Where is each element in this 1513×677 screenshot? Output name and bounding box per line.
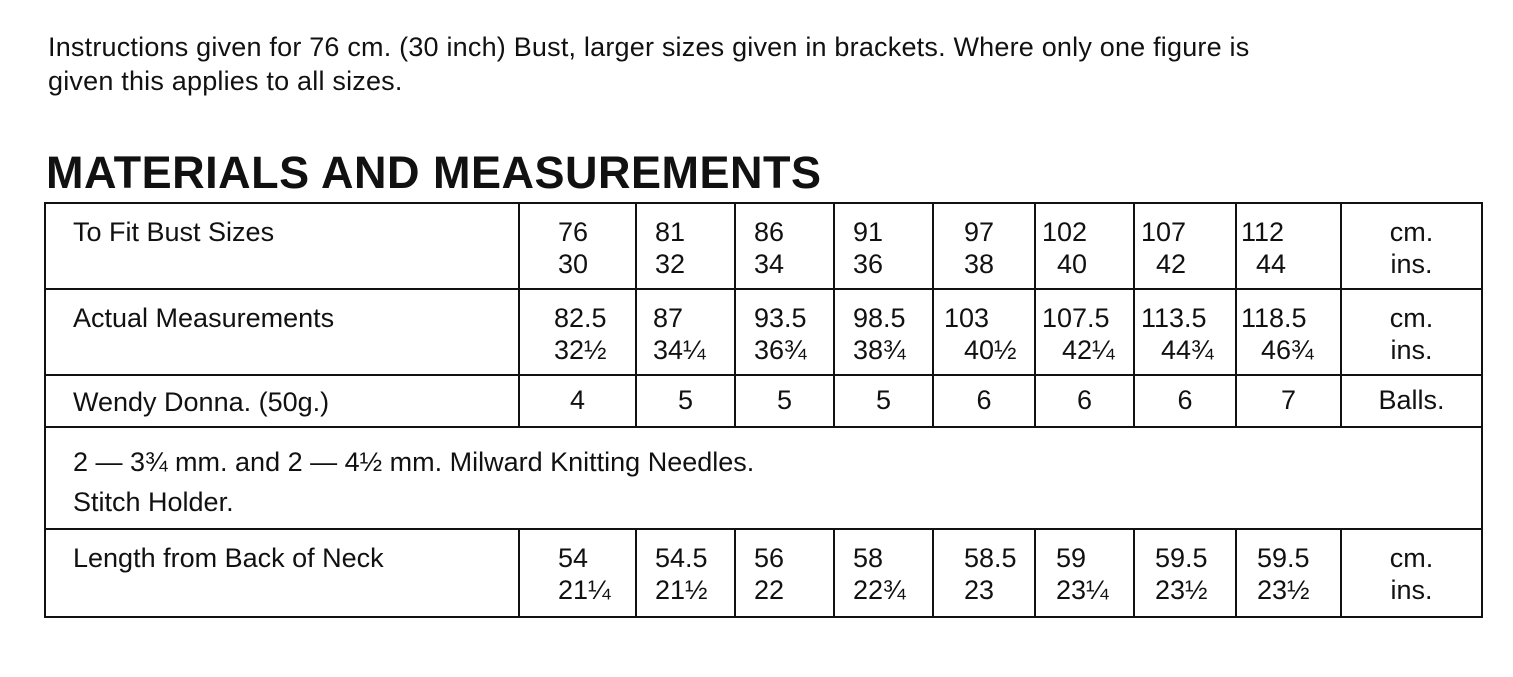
size-cell: [1035, 203, 1134, 289]
size-cell: [933, 529, 1035, 617]
unit-cell: [1341, 203, 1482, 289]
cm-value: 81: [655, 217, 686, 247]
table-row-yarn: [45, 375, 1482, 427]
cm-value: 59.5: [1257, 543, 1310, 573]
ins-value: 34¼: [653, 335, 706, 365]
cm-value: 76: [558, 217, 589, 247]
size-cell: [735, 289, 834, 375]
size-cell: [1236, 203, 1341, 289]
ins-value: 38¾: [853, 335, 906, 365]
ins-value: 23½: [1155, 575, 1208, 605]
row-label: Length from Back of Neck: [45, 529, 519, 617]
unit-cm: cm.: [1389, 303, 1434, 333]
size-cell: [636, 203, 735, 289]
cm-value: 91: [853, 217, 884, 247]
ins-value: 46¾: [1261, 335, 1314, 365]
cm-value: 58.5: [964, 543, 1017, 573]
yarn-balls-cell: 5: [636, 375, 735, 427]
unit-ins: ins.: [1390, 575, 1433, 605]
intro-text: [48, 30, 1488, 98]
yarn-balls-cell: 4: [519, 375, 636, 427]
size-cell: [1035, 529, 1134, 617]
ins-value: 30: [558, 249, 589, 279]
ins-value: 44¾: [1161, 335, 1214, 365]
ins-value: 21¼: [558, 575, 611, 605]
ins-value: 36: [853, 249, 884, 279]
size-cell: [1134, 529, 1236, 617]
unit-ins: ins.: [1390, 249, 1433, 279]
size-cell: [636, 529, 735, 617]
ins-value: 34: [754, 249, 785, 279]
needles-cell: [45, 427, 1482, 529]
ins-value: 44: [1256, 249, 1287, 279]
size-cell: [735, 529, 834, 617]
size-cell: [933, 289, 1035, 375]
size-cell: [933, 203, 1035, 289]
cm-value: 82.5: [554, 303, 607, 333]
section-heading: MATERIALS AND MEASUREMENTS: [46, 147, 822, 198]
cm-value: 87: [653, 303, 684, 333]
ins-value: 21½: [655, 575, 708, 605]
cm-value: 93.5: [754, 303, 807, 333]
cm-value: 86: [754, 217, 785, 247]
table-row-length: [45, 529, 1482, 617]
yarn-balls-cell: 5: [735, 375, 834, 427]
intro-line-1: Instructions given for 76 cm. (30 inch) Bust, larger sizes given in brackets. Where only one figure is: [48, 32, 1250, 62]
cm-value: 103: [944, 303, 990, 333]
yarn-balls-cell: 5: [834, 375, 933, 427]
row-label: Wendy Donna. (50g.): [45, 375, 519, 427]
ins-value: 23: [964, 575, 995, 605]
unit-balls: Balls.: [1341, 375, 1482, 427]
size-cell: [519, 529, 636, 617]
size-cell: [834, 203, 933, 289]
size-cell: [519, 203, 636, 289]
cm-value: 107: [1141, 217, 1187, 247]
ins-value: 23½: [1257, 575, 1310, 605]
needles-line: 2 — 3¾ mm. and 2 — 4½ mm. Milward Knitting Needles.: [73, 447, 755, 477]
unit-cm: cm.: [1389, 217, 1434, 247]
ins-value: 22¾: [853, 575, 906, 605]
row-label: To Fit Bust Sizes: [45, 203, 519, 289]
intro-line-2: given this applies to all sizes.: [48, 66, 403, 96]
table-row-actual-measurements: [45, 289, 1482, 375]
cm-value: 102: [1042, 217, 1088, 247]
yarn-balls-cell: 6: [1035, 375, 1134, 427]
cm-value: 112: [1241, 217, 1285, 247]
size-cell: [834, 529, 933, 617]
yarn-balls-cell: 7: [1236, 375, 1341, 427]
size-cell: [834, 289, 933, 375]
stitch-holder-line: Stitch Holder.: [73, 487, 234, 517]
size-cell: [1236, 289, 1341, 375]
table-row-needles: [45, 427, 1482, 529]
unit-ins: ins.: [1390, 335, 1433, 365]
size-cell: [636, 289, 735, 375]
size-cell: [735, 203, 834, 289]
cm-value: 107.5: [1042, 303, 1110, 333]
cm-value: 54: [558, 543, 589, 573]
yarn-balls-cell: 6: [1134, 375, 1236, 427]
row-label: Actual Measurements: [45, 289, 519, 375]
unit-cell: [1341, 289, 1482, 375]
ins-value: 40½: [964, 335, 1017, 365]
table-row-bust-sizes: [45, 203, 1482, 289]
ins-value: 42: [1156, 249, 1187, 279]
ins-value: 40: [1057, 249, 1088, 279]
size-cell: [1236, 529, 1341, 617]
unit-cell: [1341, 529, 1482, 617]
ins-value: 42¼: [1062, 335, 1115, 365]
ins-value: 22: [754, 575, 785, 605]
cm-value: 56: [754, 543, 785, 573]
ins-value: 38: [964, 249, 995, 279]
ins-value: 36¾: [754, 335, 807, 365]
cm-value: 58: [853, 543, 884, 573]
ins-value: 32: [655, 249, 686, 279]
cm-value: 98.5: [853, 303, 906, 333]
unit-cm: cm.: [1389, 543, 1434, 573]
cm-value: 54.5: [655, 543, 708, 573]
size-cell: [1134, 203, 1236, 289]
cm-value: 59.5: [1155, 543, 1208, 573]
size-cell: [1134, 289, 1236, 375]
cm-value: 113.5: [1141, 303, 1207, 333]
yarn-balls-cell: 6: [933, 375, 1035, 427]
cm-value: 59: [1056, 543, 1087, 573]
ins-value: 32½: [554, 335, 607, 365]
ins-value: 23¼: [1056, 575, 1109, 605]
size-cell: [1035, 289, 1134, 375]
materials-measurements-table: [44, 202, 1483, 618]
cm-value: 118.5: [1241, 303, 1307, 333]
size-cell: [519, 289, 636, 375]
cm-value: 97: [964, 217, 995, 247]
